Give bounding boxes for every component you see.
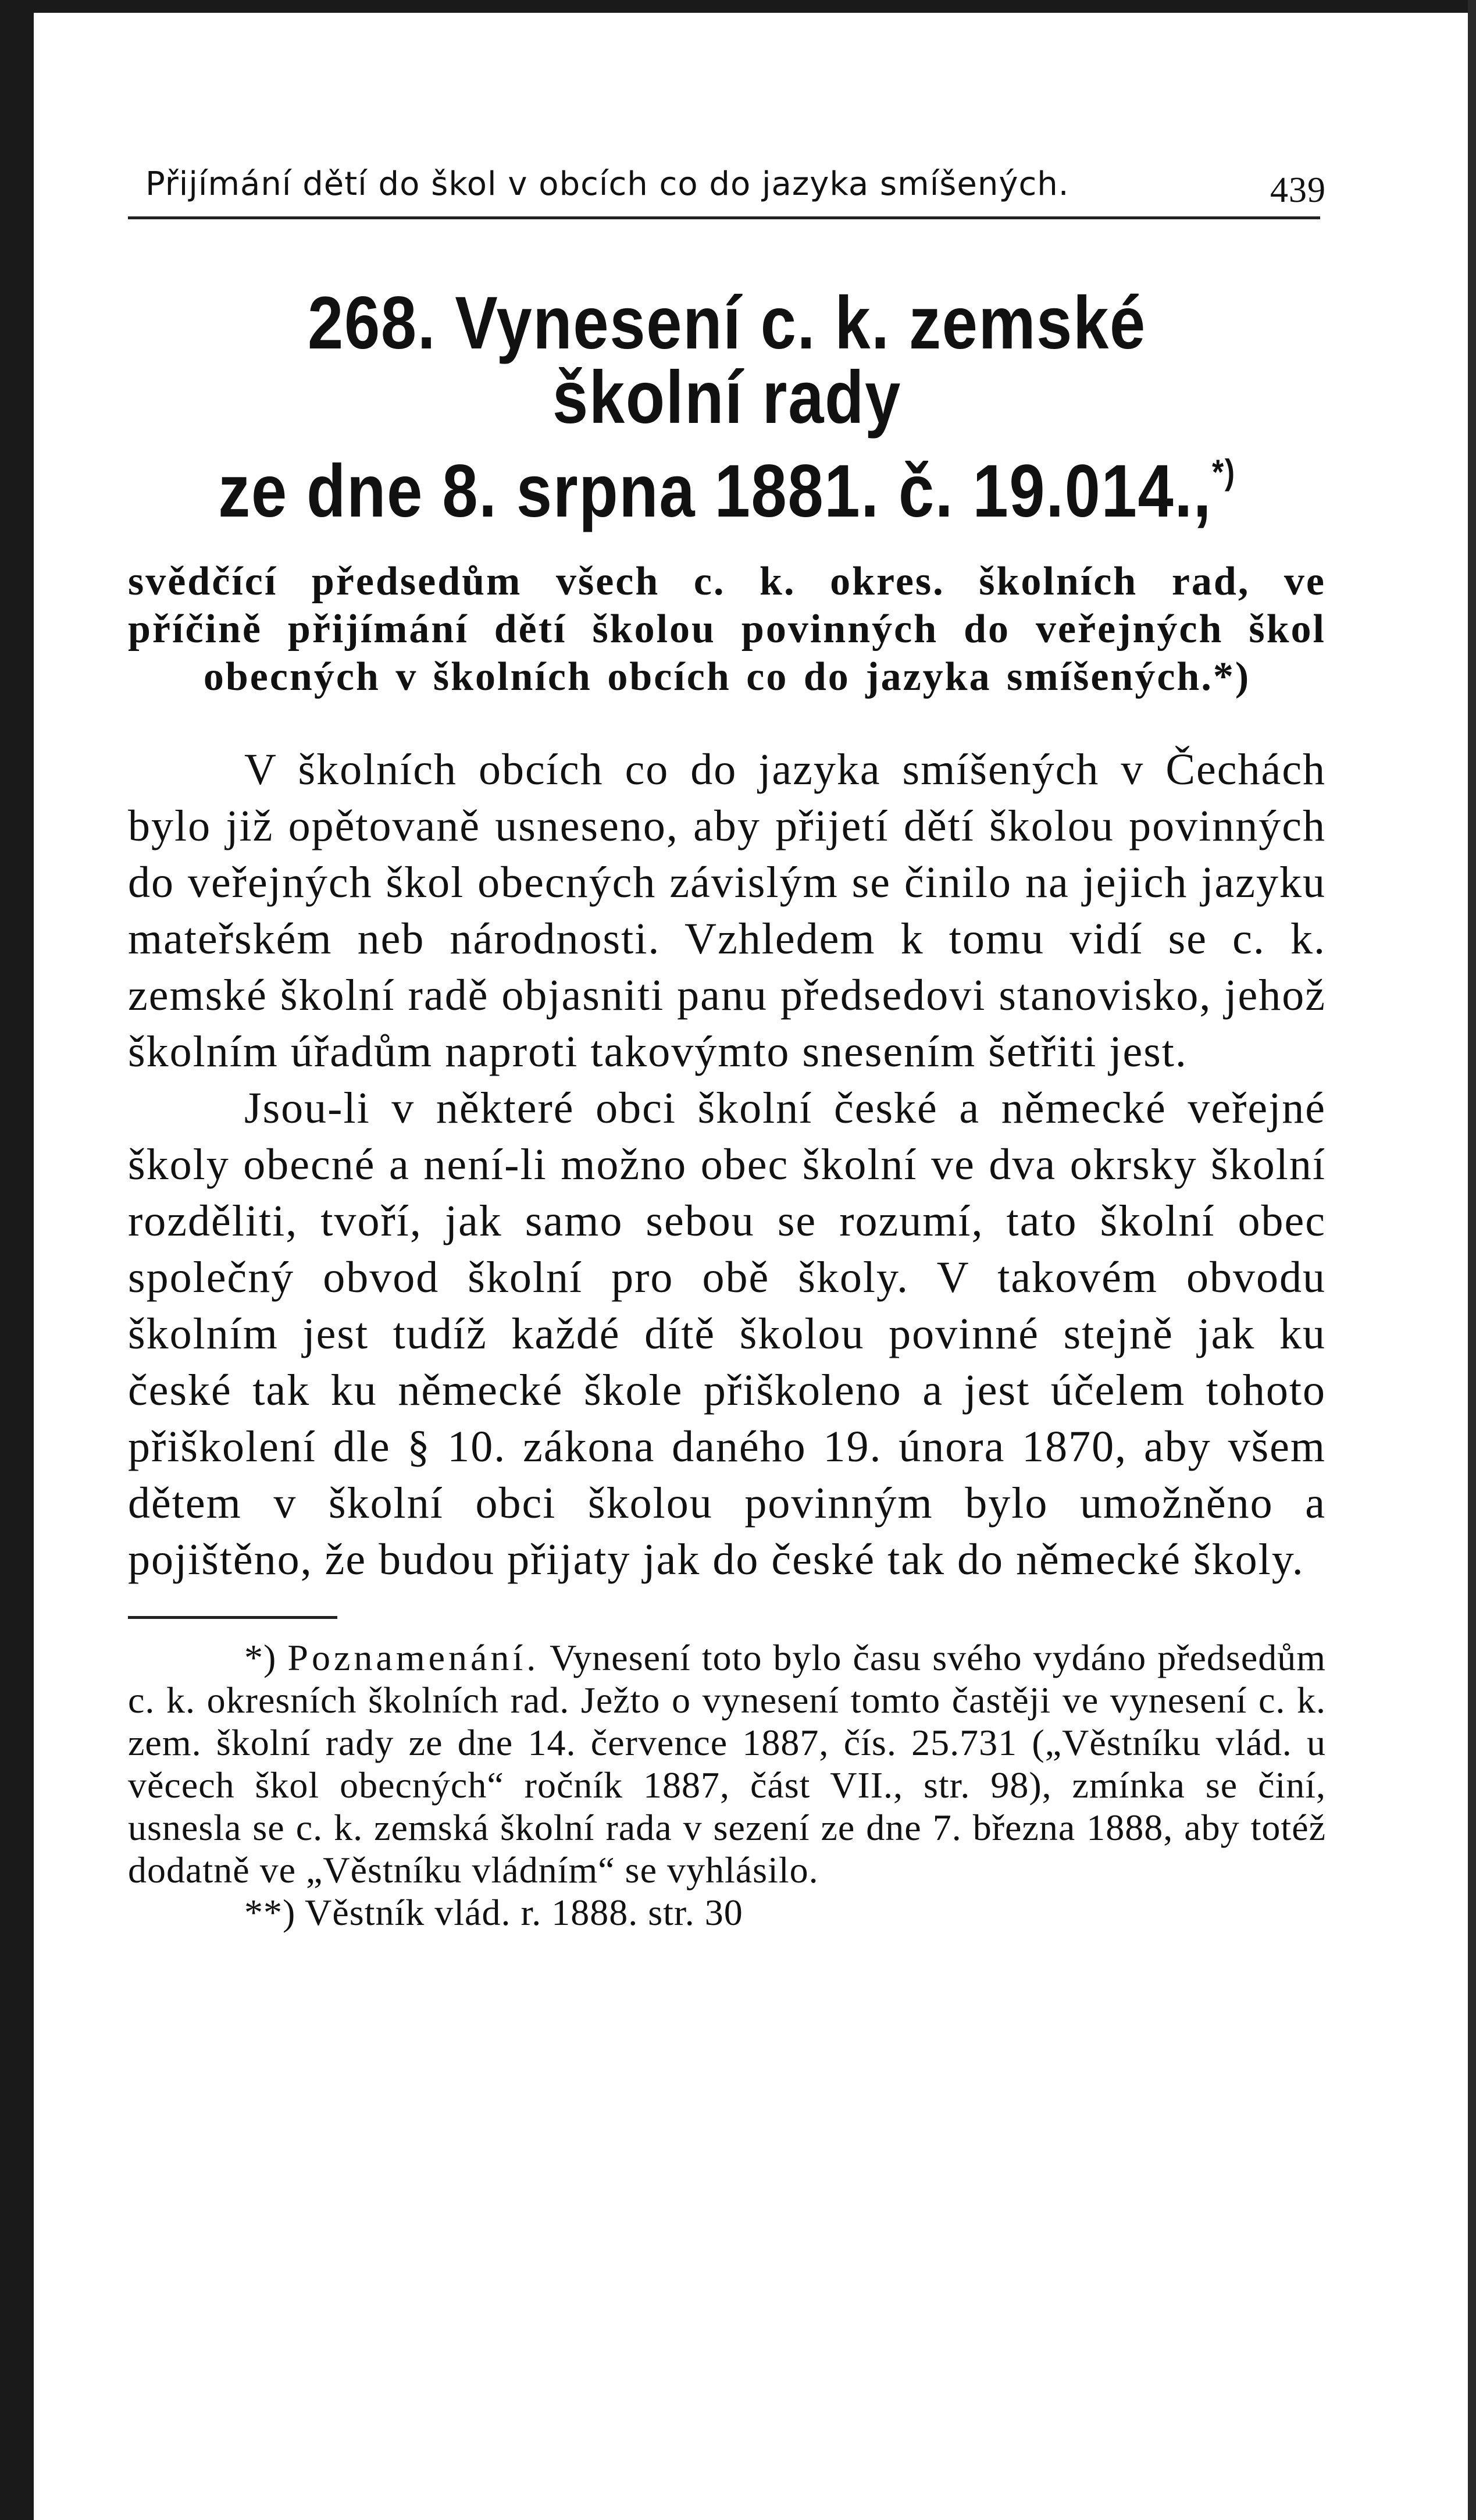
scan-border-right	[1468, 0, 1476, 2520]
footnote-1-mark: *)	[244, 1637, 277, 1678]
footnote-1	[128, 1636, 1326, 1891]
header-rule	[128, 216, 1320, 219]
footnote-2-mark: **)	[244, 1892, 296, 1933]
book-page	[128, 157, 1326, 1934]
page-number: 439	[1270, 170, 1326, 210]
paragraph-1: V školních obcích co do jazyka smíšených v Čechách bylo již opětovaně usneseno, aby přijetí dětí školou povinných do veřejných škol obecných závislým se činilo na jejich jazyku mateřském neb národnosti. Vzhledem k tomu vidí se c. k. zemské školní radě objasniti panu předsedovi stanovisko, jehož školním úřadům naproti takovýmto snesením šetřiti jest.	[128, 745, 1326, 1076]
scan-border-top	[0, 0, 1476, 13]
running-head-title: Přijímání dětí do škol v obcích co do jazyka smíšených.	[145, 165, 1069, 203]
scan-border-left	[0, 0, 34, 2520]
footnote-1-text: Vynesení toto bylo času svého vydáno předsedům c. k. okresních školních rad. Ježto o vynesení tomto častěji ve vynesení c. k. zem. školní rady ze dne 14. července 1887, čís. 25.731 („Věstníku vlád. u věcech škol obecných“ ročník 1887, část VII., str. 98), zmínka se činí, usnesla se c. k. zemská školní rada v sezení ze dne 7. března 1888, aby totéž dodatně ve „Věstníku vládním“ se vyhlásilo.	[128, 1637, 1327, 1891]
footnote-1-label: Poznamenání.	[287, 1637, 540, 1678]
document-heading	[212, 282, 1242, 533]
document-subtitle: svědčící předsedům všech c. k. okres. školních rad, ve příčině přijímání dětí školou povinných do veřejných škol obecných v školních obcích co do jazyka smíšených.*)	[128, 559, 1326, 699]
heading-line-2	[212, 435, 1242, 533]
body-text	[128, 742, 1326, 1588]
footnote-2-text: Věstník vlád. r. 1888. str. 30	[305, 1892, 743, 1933]
footnotes	[128, 1636, 1326, 1934]
heading-footnote-mark: *)	[1212, 453, 1236, 492]
heading-line-2-text: ze dne 8. srpna 1881. č. 19.014.,	[218, 450, 1213, 533]
footnote-rule	[128, 1616, 337, 1619]
paragraph-2: Jsou-li v některé obci školní české a německé veřejné školy obecné a není-li možno obec školní ve dva okrsky školní rozděliti, tvoří, jak samo sebou se rozumí, tato školní obec společný obvod školní pro obě školy. V takovém obvodu školním jest tudíž každé dítě školou povinné stejně jak ku české tak ku německé škole přiškoleno a jest účelem tohoto přiškolení dle § 10. zákona daného 19. února 1870, aby všem dětem v školní obci školou povinným bylo umožněno a pojištěno, že budou přijaty jak do české tak do německé školy.	[128, 1084, 1326, 1584]
running-head	[128, 157, 1326, 215]
footnote-2	[128, 1891, 1326, 1934]
heading-line-1: 268. Vynesení c. k. zemské školní rady	[307, 282, 1147, 439]
